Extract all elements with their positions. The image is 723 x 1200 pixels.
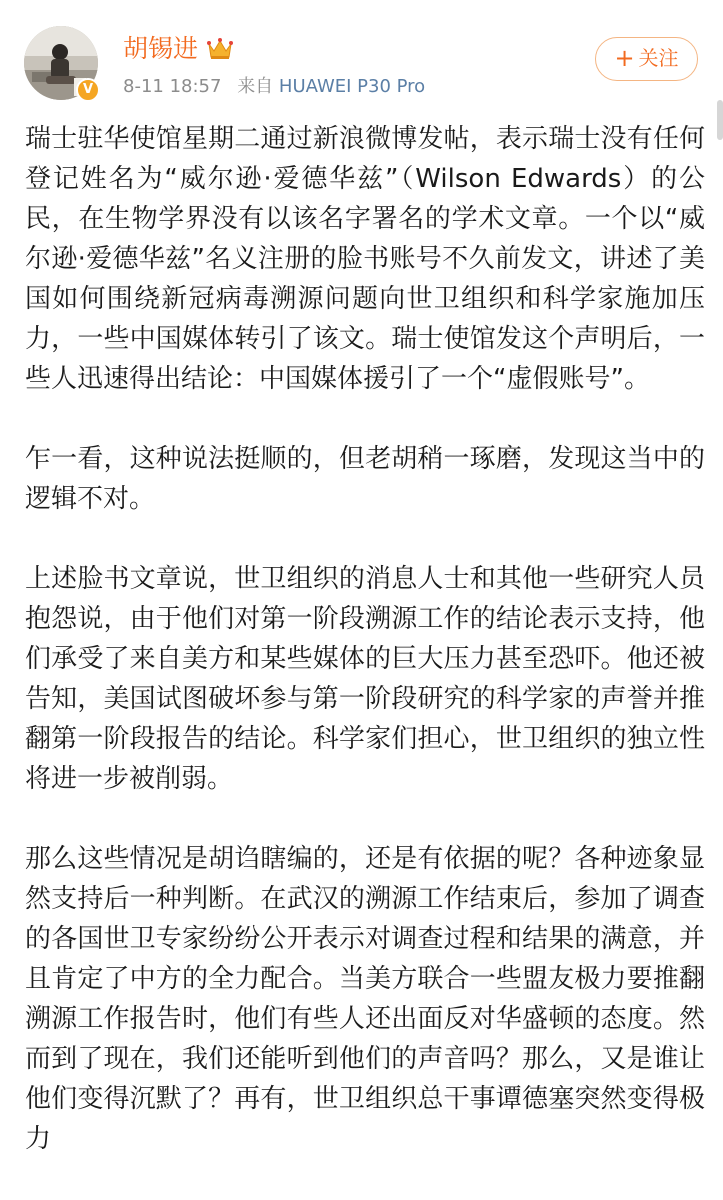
follow-button-label: 关注	[638, 46, 679, 70]
user-name[interactable]: 胡锡进	[123, 34, 199, 63]
post-time: 8-11 18:57	[123, 76, 222, 97]
follow-button[interactable]	[595, 37, 698, 81]
plus-icon: +	[614, 44, 635, 72]
post-meta	[123, 76, 425, 98]
post-paragraph: 那么这些情况是胡诌瞎编的，还是有依据的呢？各种迹象显然支持后一种判断。在武汉的溯源工作结束后，参加了调查的各国世卫专家纷纷公开表示对调查过程和结果的满意，并且肯定了中方的全力配合。当美方联合一些盟友极力要推翻溯源工作报告时，他们有些人还出面反对华盛顿的态度。然而到了现在，我们还能听到他们的声音吗？那么，又是谁让他们变得沉默了？再有，世卫组织总干事谭德塞突然变得极力	[25, 844, 705, 1154]
post-paragraph: 上述脸书文章说，世卫组织的消息人士和其他一些研究人员抱怨说，由于他们对第一阶段溯源工作的结论表示支持，他们承受了来自美方和某些媒体的巨大压力甚至恐吓。他还被告知，美国试图破坏参与第一阶段研究的科学家的声誉并推翻第一阶段报告的结论。科学家们担心，世卫组织的独立性将进一步被削弱。	[25, 564, 705, 794]
post-paragraph: 瑞士驻华使馆星期二通过新浪微博发帖，表示瑞士没有任何登记姓名为“威尔逊·爱德华兹”（Wilson Edwards）的公民，在生物学界没有以该名字署名的学术文章。一个以“威尔逊·爱德华兹”名义注册的脸书账号不久前发文，讲述了美国如何围绕新冠病毒溯源问题向世卫组织和科学家施加压力，一些中国媒体转引了该文。瑞士使馆发这个声明后，一些人迅速得出结论：中国媒体援引了一个“虚假账号”。	[25, 124, 705, 394]
post-body	[25, 119, 705, 1199]
verified-v-icon: V	[76, 78, 100, 102]
scrollbar[interactable]	[717, 100, 723, 140]
source-prefix: 来自	[237, 76, 274, 97]
post-header	[0, 0, 723, 110]
crown-icon	[206, 36, 234, 62]
post-paragraph: 乍一看，这种说法挺顺的，但老胡稍一琢磨，发现这当中的逻辑不对。	[25, 444, 705, 514]
device-link[interactable]: HUAWEI P30 Pro	[278, 76, 426, 97]
